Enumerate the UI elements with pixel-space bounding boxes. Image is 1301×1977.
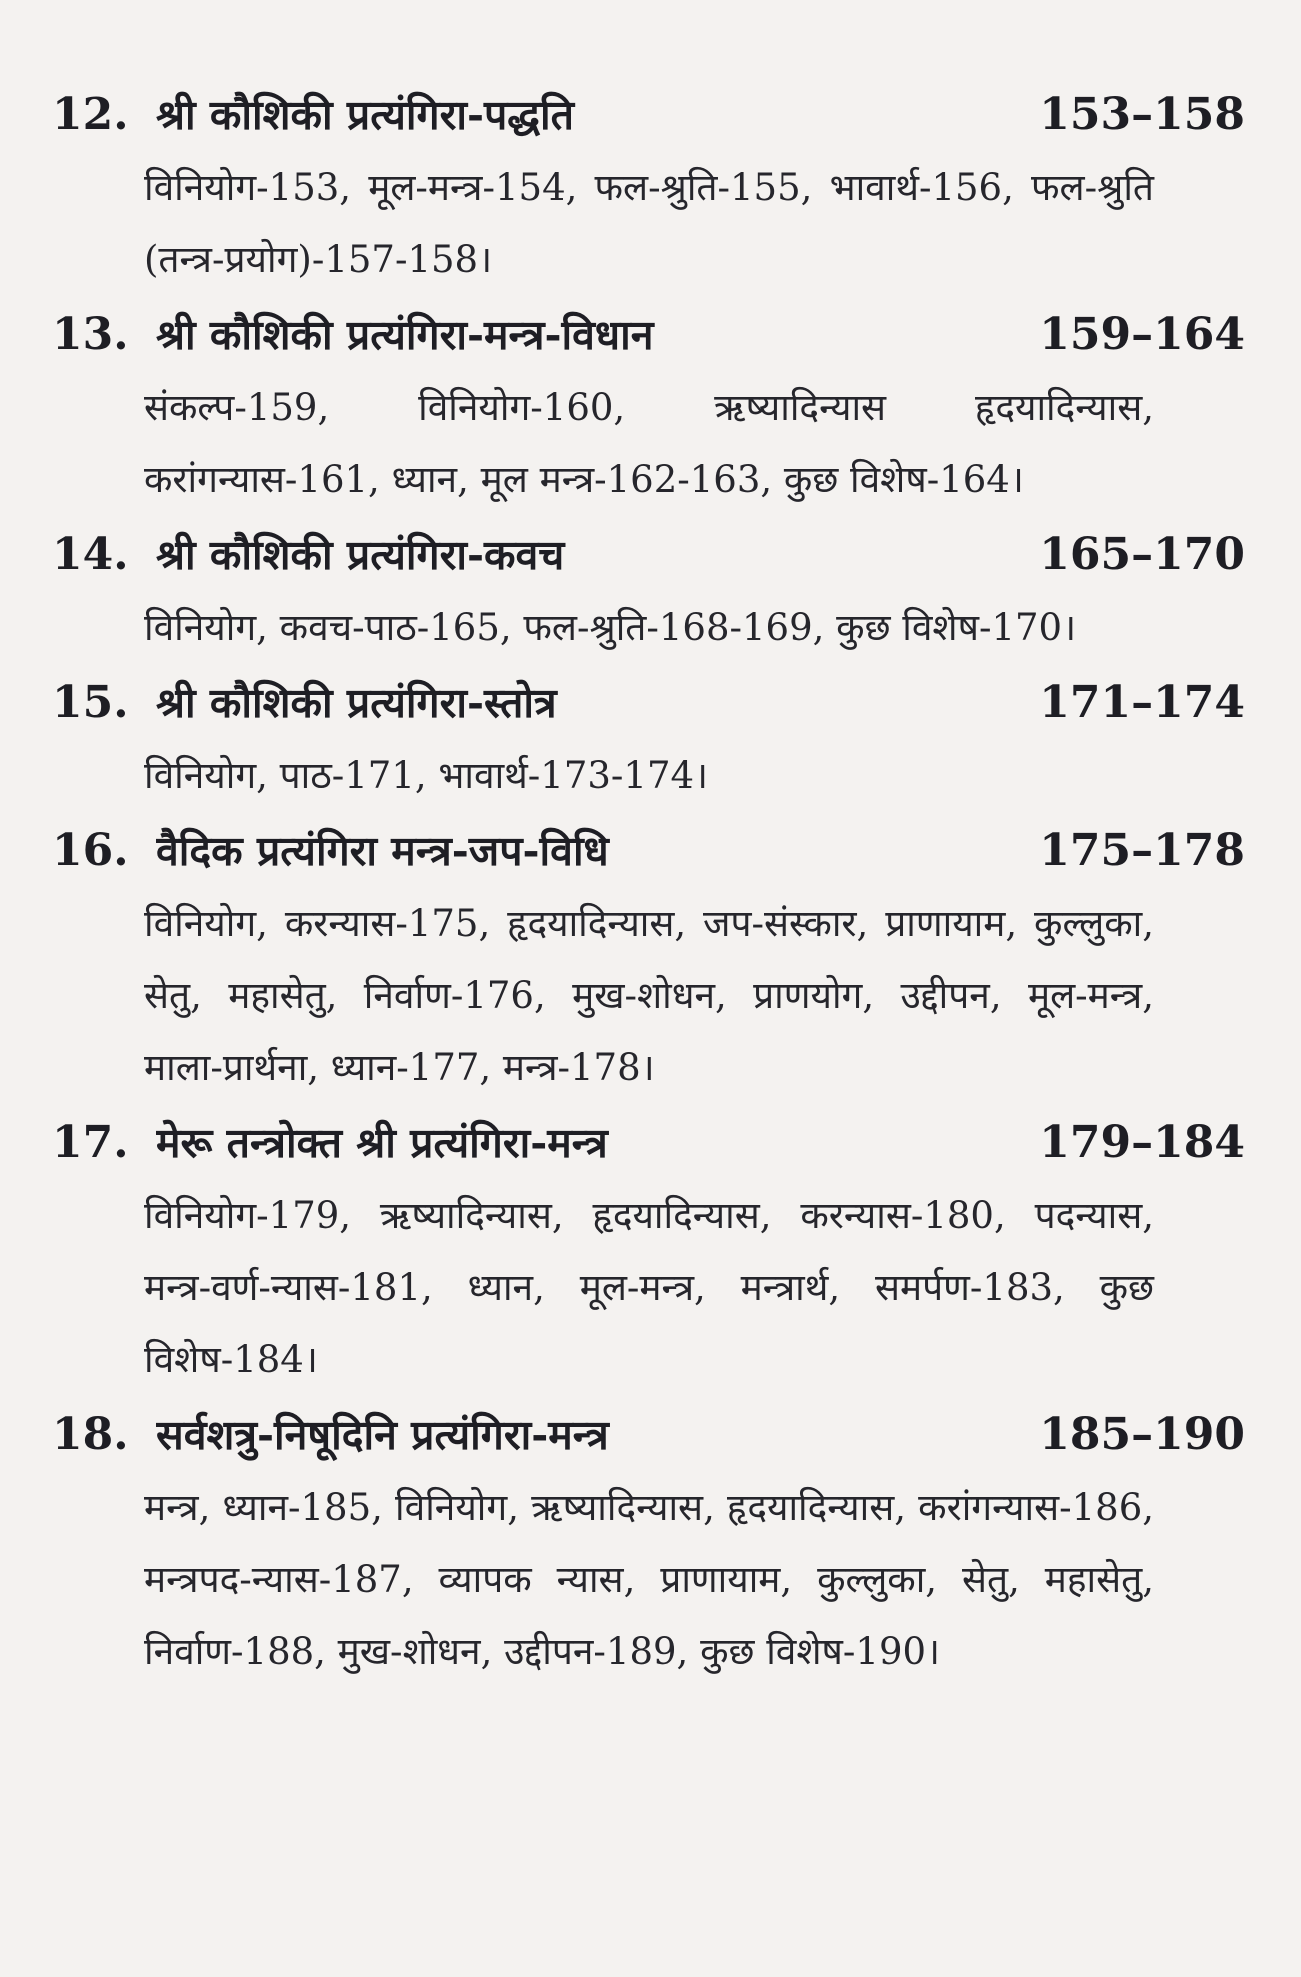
entry-number: 15. xyxy=(52,677,129,728)
entry-page-range: 171–174 xyxy=(1039,677,1245,728)
entry-title: श्री कौशिकी प्रत्यंगिरा-स्तोत्र xyxy=(156,679,557,727)
entry-number: 12. xyxy=(52,89,129,140)
toc-entry-17 xyxy=(52,1114,1245,1396)
entry-page-range: 175–178 xyxy=(1039,825,1245,876)
entry-title: श्री कौशिकी प्रत्यंगिरा-पद्धति xyxy=(156,91,575,139)
entry-number: 13. xyxy=(52,309,129,360)
entry-page-range: 153–158 xyxy=(1039,89,1245,140)
entry-description: मन्त्र, ध्यान-185, विनियोग, ऋष्यादिन्यास, हृदयादिन्यास, करांगन्यास-186, मन्त्रपद-न्यास-187, व्यापक न्यास, प्राणायाम, कुल्लुका, सेतु, महासेतु, निर्वाण-188, मुख-शोधन, उद्दीपन-189, कुछ विशेष-190। xyxy=(144,1486,1154,1673)
toc-entry-15 xyxy=(52,674,1245,812)
toc-entry-13 xyxy=(52,306,1245,516)
entry-page-range: 185–190 xyxy=(1039,1409,1245,1460)
entry-number: 16. xyxy=(52,825,129,876)
entry-description: विनियोग, कवच-पाठ-165, फल-श्रुति-168-169, कुछ विशेष-170। xyxy=(144,606,1077,649)
entry-title: वैदिक प्रत्यंगिरा मन्त्र-जप-विधि xyxy=(156,827,609,875)
entry-title: मेरू तन्त्रोक्त श्री प्रत्यंगिरा-मन्त्र xyxy=(156,1119,608,1167)
toc-entry-heading xyxy=(52,674,1245,740)
entry-title: श्री कौशिकी प्रत्यंगिरा-मन्त्र-विधान xyxy=(156,311,654,359)
toc-entry-14 xyxy=(52,526,1245,664)
entry-description: विनियोग-179, ऋष्यादिन्यास, हृदयादिन्यास, करन्यास-180, पदन्यास, मन्त्र-वर्ण-न्यास-181, ध्यान, मूल-मन्त्र, मन्त्रार्थ, समर्पण-183, कुछ विशेष-184। xyxy=(144,1194,1154,1381)
entry-number: 14. xyxy=(52,529,129,580)
toc-entry-16 xyxy=(52,822,1245,1104)
entry-title: सर्वशत्रु-निषूदिनि प्रत्यंगिरा-मन्त्र xyxy=(156,1411,609,1459)
toc-entry-heading xyxy=(52,86,1245,152)
toc-entry-heading xyxy=(52,526,1245,592)
entry-description: विनियोग, पाठ-171, भावार्थ-173-174। xyxy=(144,754,709,797)
entry-page-range: 165–170 xyxy=(1039,529,1245,580)
entry-title: श्री कौशिकी प्रत्यंगिरा-कवच xyxy=(156,531,565,579)
entry-number: 17. xyxy=(52,1117,129,1168)
toc-entry-heading xyxy=(52,1114,1245,1180)
toc-entry-18 xyxy=(52,1406,1245,1688)
entry-description: विनियोग, करन्यास-175, हृदयादिन्यास, जप-संस्कार, प्राणायाम, कुल्लुका, सेतु, महासेतु, निर्वाण-176, मुख-शोधन, प्राणयोग, उद्दीपन, मूल-मन्त्र, माला-प्रार्थना, ध्यान-177, मन्त्र-178। xyxy=(144,902,1154,1089)
entry-number: 18. xyxy=(52,1409,129,1460)
toc-entry-12 xyxy=(52,86,1245,296)
toc-entry-heading xyxy=(52,306,1245,372)
toc-entry-heading xyxy=(52,822,1245,888)
toc-entry-heading xyxy=(52,1406,1245,1472)
entry-description: विनियोग-153, मूल-मन्त्र-154, फल-श्रुति-155, भावार्थ-156, फल-श्रुति (तन्त्र-प्रयोग)-157-158। xyxy=(144,166,1154,281)
entry-page-range: 159–164 xyxy=(1039,309,1245,360)
entry-description: संकल्प-159, विनियोग-160, ऋष्यादिन्यास हृदयादिन्यास, करांगन्यास-161, ध्यान, मूल मन्त्र-162-163, कुछ विशेष-164। xyxy=(144,386,1154,501)
entry-page-range: 179–184 xyxy=(1039,1117,1245,1168)
